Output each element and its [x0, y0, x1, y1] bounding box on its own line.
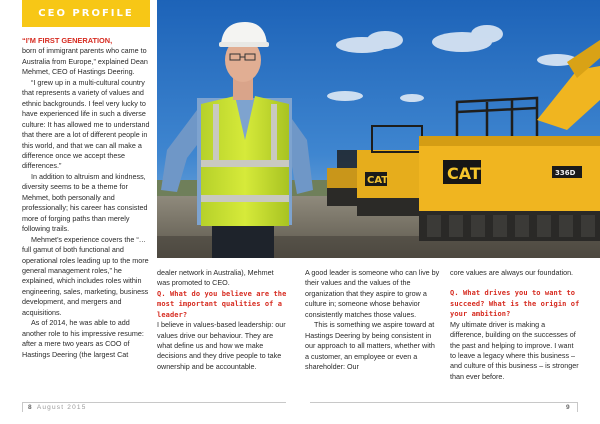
- section-tab-label: CEO PROFILE: [38, 8, 134, 19]
- paragraph: As of 2014, he was able to add another role to his impressive resume: after a mere two years as COO of Hastings Deering (the largest Cat: [22, 318, 144, 359]
- cat-logo-small: CAT: [367, 175, 389, 186]
- footer-tick-left: [22, 402, 23, 412]
- paragraph: I believe in values-based leadership: our values drive our behaviour. They are what define us and how we make decisions and they drive people to take ownership and be accountable.: [157, 320, 286, 371]
- lead-in: “I’M FIRST GENERATION,: [22, 36, 113, 45]
- text-column-1: [22, 36, 150, 360]
- paragraph: This is something we aspire toward at Hastings Deering by being consistent in our approach to all matters, whether with a customer, an employee or even a shareholder: Our: [305, 320, 435, 372]
- folio-left: [28, 404, 87, 411]
- paragraph: dealer network in Australia), Mehmet was promoted to CEO.: [157, 268, 274, 288]
- ceo-photo: [157, 0, 600, 258]
- paragraph: In addition to altruism and kindness, diversity seems to be a theme for Mehmet, both personally and professionally; his career has consisted more of forging paths than merely following trails.: [22, 171, 148, 234]
- cat-logo: CAT: [447, 164, 481, 183]
- paragraph: born of immigrant parents who came to Australia from Europe,” explained Dean Mehmet, CEO of Hastings Deering.: [22, 46, 148, 77]
- footer-gap: [286, 402, 310, 412]
- paragraph: “I grew up in a multi-cultural country that represents a variety of values and ethnic backgrounds. I feel very lucky to have experienced life in such a diverse culture: It has allowed me to understand that there are a lot of different people in this world, and that we can all make a difference once we accept these differences.”: [22, 77, 150, 171]
- section-tab: [22, 0, 150, 27]
- model-badge: 336D: [555, 169, 576, 177]
- issue-date: August 2015: [36, 404, 87, 411]
- footer-tick-right: [577, 402, 578, 412]
- text-column-4: [450, 268, 580, 382]
- paragraph: A good leader is someone who can live by their values and the values of the organization that they aspire to grow a culture in; someone whose behavior consistently matches those values.: [305, 268, 440, 319]
- page-number-right: 9: [566, 404, 570, 411]
- paragraph: core values are always our foundation.: [450, 268, 574, 277]
- text-column-2: [157, 268, 287, 372]
- paragraph: Mehmet’s experience covers the “…full gamut of both functional and operational roles leading up to the more general management roles,” he explained, which includes roles within engineering, sales, marketing, business development, and mergers and acquisitions.: [22, 234, 149, 317]
- paragraph: My ultimate driver is making a difference, building on the successes of the past and helping to improve. I want to leave a legacy where this business – and culture of this business – is stronger than ever before.: [450, 319, 579, 381]
- interview-question: Q. What drives you to want to succeed? What is the origin of your ambition?: [450, 289, 580, 319]
- text-column-3: [305, 268, 440, 373]
- interview-question: Q. What do you believe are the most important qualities of a leader?: [157, 289, 287, 319]
- page-number-left: 8: [28, 404, 33, 411]
